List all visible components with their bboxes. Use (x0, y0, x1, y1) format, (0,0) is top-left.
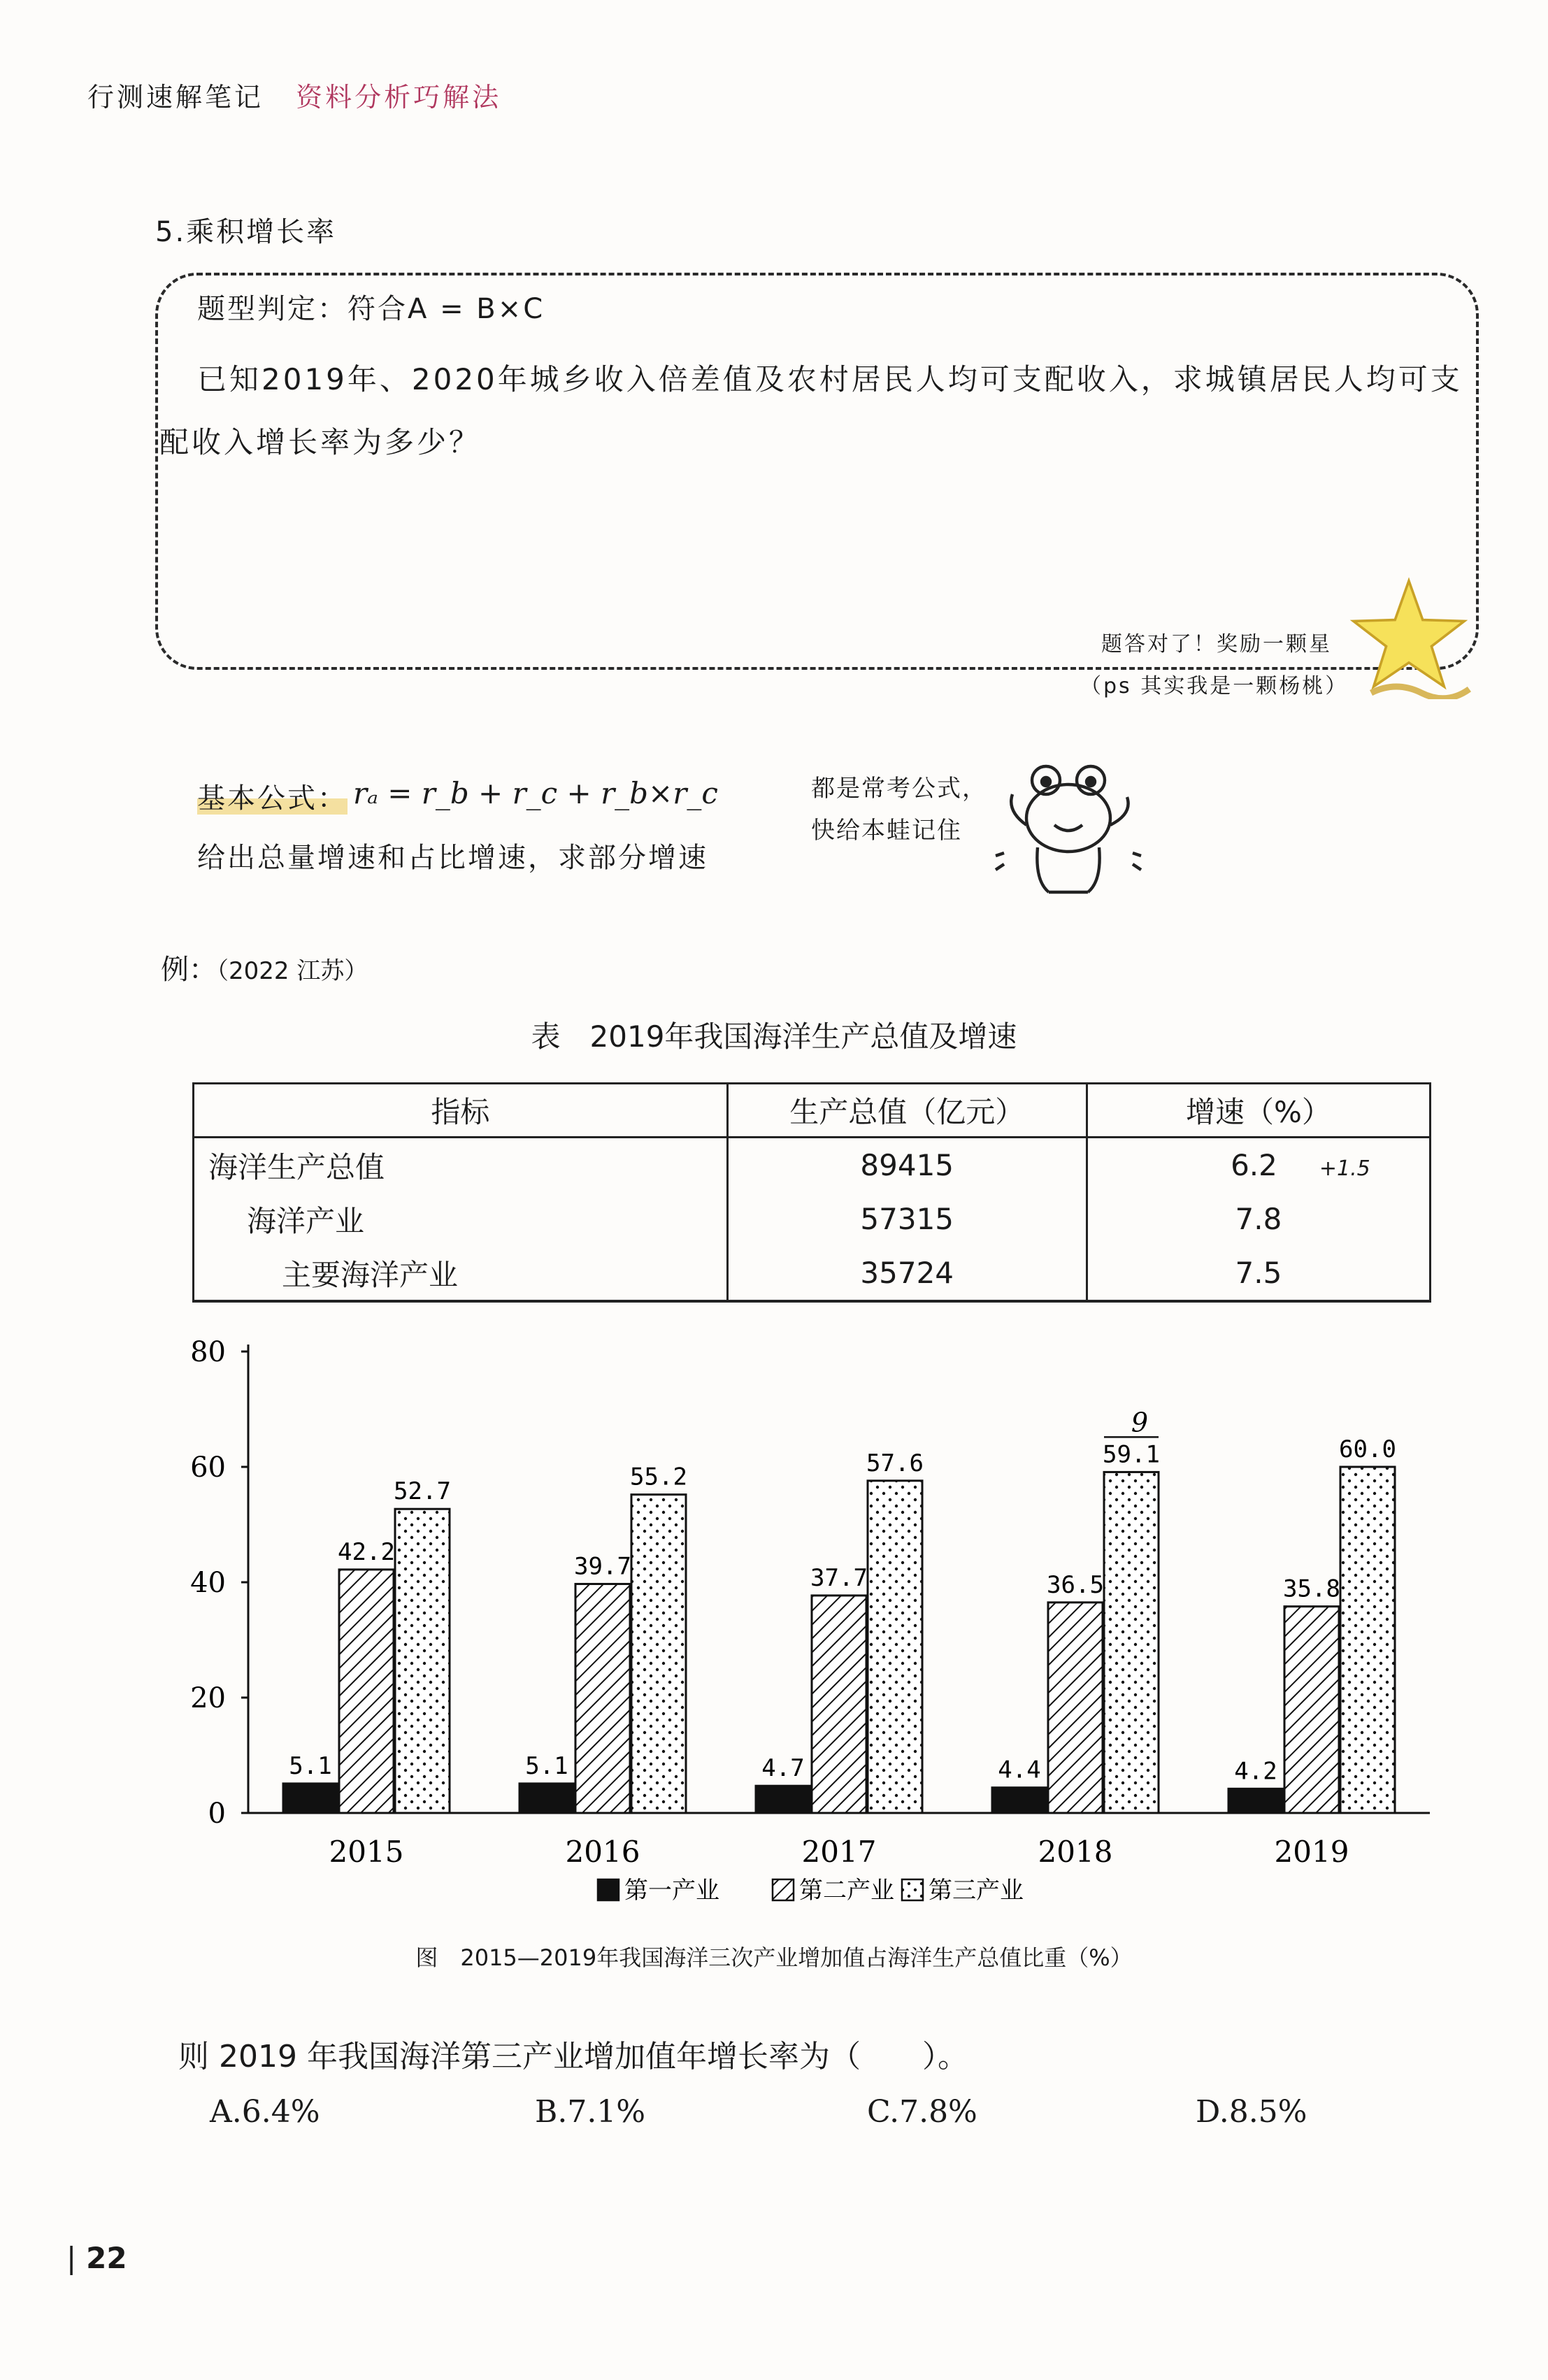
star-icon (1346, 573, 1472, 699)
table-header-growth: 增速（%） (1087, 1084, 1430, 1138)
table-cell-growth: 7.8 (1087, 1192, 1430, 1246)
x-tick-label: 2015 (329, 1835, 404, 1869)
table-cell-value: 57315 (727, 1192, 1087, 1246)
formula-label: 基本公式： (197, 782, 347, 815)
data-label: 52.7 (394, 1477, 451, 1506)
formula-equation: rₐ = r_b + r_c + r_b×r_c (353, 776, 718, 810)
table-cell-growth: 6.2 +1.5 (1087, 1138, 1430, 1193)
table-row (194, 1138, 1431, 1193)
header-title (87, 76, 501, 114)
legend-label: 第三产业 (929, 1877, 1024, 1905)
header-title-b: 资料分析巧解法 (296, 82, 502, 113)
table-header-value: 生产总值（亿元） (727, 1084, 1087, 1138)
page-number: | 22 (66, 2241, 127, 2275)
bar-2018-1 (992, 1788, 1047, 1813)
legend-swatch-3 (902, 1879, 923, 1900)
example-label: 例：（2022 江苏） (161, 954, 368, 986)
question-text-line1: 已知2019年、2020年城乡收入倍差值及农村居民人均可支配收入，求城镇居民人均可支 (197, 362, 1463, 396)
question-text-line2: 配收入增长率为多少？ (159, 425, 482, 459)
chart-caption: 图 2015—2019年我国海洋三次产业增加值占海洋生产总值比重（%） (415, 1944, 1133, 1971)
formula-description: 给出总量增速和占比增速，求部分增速 (197, 842, 708, 874)
table-cell-value: 35724 (727, 1246, 1087, 1301)
bar-2015-2 (339, 1570, 394, 1813)
x-tick-label: 2016 (565, 1835, 640, 1869)
table-header-indicator: 指标 (194, 1084, 728, 1138)
bar-2018-2 (1048, 1603, 1103, 1813)
data-label: 59.1 (1103, 1440, 1160, 1469)
bar-2018-3 (1104, 1472, 1159, 1813)
bar-2015-3 (395, 1509, 450, 1813)
question-text: 则 2019 年我国海洋第三产业增加值年增长率为（ ）。 (178, 2039, 968, 2074)
option-b[interactable]: B.7.1% (535, 2094, 646, 2130)
data-label: 37.7 (810, 1563, 868, 1592)
data-label: 5.1 (289, 1751, 332, 1780)
data-label: 35.8 (1283, 1575, 1340, 1603)
x-tick-label: 2017 (801, 1835, 877, 1869)
data-label: 4.4 (998, 1756, 1041, 1784)
section-title: 5.乘积增长率 (155, 216, 337, 248)
data-label: 55.2 (630, 1463, 687, 1491)
y-tick-label: 0 (208, 1798, 226, 1830)
legend-swatch-1 (598, 1879, 619, 1900)
data-table (192, 1082, 1431, 1303)
annotation-text: 9 (1131, 1407, 1149, 1438)
reward-note-line2: （ps 其实我是一颗杨桃） (1080, 674, 1349, 698)
y-tick-label: 80 (190, 1336, 226, 1368)
option-c[interactable]: C.7.8% (867, 2094, 977, 2130)
table-row (194, 1246, 1431, 1301)
mascot-note-line1: 都是常考公式， (811, 775, 987, 803)
mascot-note-line2: 快给本蛙记住 (811, 817, 962, 845)
y-tick-label: 40 (190, 1567, 226, 1599)
bar-2016-3 (631, 1495, 686, 1813)
question-type-label: 题型判定：符合A = B×C (197, 293, 545, 325)
table-cell-name: 海洋产业 (194, 1192, 728, 1246)
bar-2015-1 (283, 1784, 338, 1813)
legend-label: 第二产业 (799, 1877, 894, 1905)
handwritten-note: +1.5 (1319, 1156, 1370, 1181)
x-tick-label: 2018 (1038, 1835, 1113, 1869)
table-row (194, 1192, 1431, 1246)
data-label: 36.5 (1047, 1570, 1104, 1599)
data-label: 4.2 (1234, 1757, 1277, 1786)
option-a[interactable]: A.6.4% (210, 2094, 320, 2130)
legend-label: 第一产业 (624, 1877, 719, 1905)
data-label: 39.7 (574, 1552, 631, 1581)
frog-mascot-icon (993, 755, 1147, 902)
table-cell-name: 主要海洋产业 (194, 1246, 728, 1301)
data-label: 5.1 (525, 1751, 568, 1780)
header-title-a: 行测速解笔记 (87, 82, 264, 113)
table-cell-value: 89415 (727, 1138, 1087, 1193)
table-header-row (194, 1084, 1431, 1138)
x-tick-label: 2019 (1274, 1835, 1349, 1869)
bar-2016-1 (519, 1784, 574, 1813)
table-cell-name: 海洋生产总值 (194, 1138, 728, 1193)
option-d[interactable]: D.8.5% (1196, 2094, 1307, 2130)
bar-2016-2 (575, 1584, 630, 1813)
bar-2019-3 (1340, 1467, 1395, 1813)
data-label: 60.0 (1339, 1435, 1396, 1463)
data-label: 4.7 (761, 1754, 805, 1783)
y-tick-label: 20 (190, 1682, 226, 1714)
y-tick-label: 60 (190, 1451, 226, 1484)
legend-swatch-2 (773, 1879, 794, 1900)
data-label: 57.6 (866, 1449, 924, 1477)
reward-note-line1: 题答对了！奖励一颗星 (1101, 632, 1332, 657)
table-title: 表 2019年我国海洋生产总值及增速 (531, 1019, 1017, 1054)
bar-2019-1 (1228, 1788, 1283, 1813)
table-cell-growth: 7.5 (1087, 1246, 1430, 1301)
example-source: （2022 江苏） (217, 957, 368, 985)
bar-2017-2 (812, 1596, 866, 1813)
bar-2019-2 (1284, 1607, 1339, 1813)
bar-2017-1 (756, 1786, 810, 1813)
question-box (155, 273, 1479, 670)
bar-chart (0, 1314, 1548, 1930)
data-label: 42.2 (338, 1537, 395, 1566)
bar-2017-3 (868, 1481, 922, 1813)
